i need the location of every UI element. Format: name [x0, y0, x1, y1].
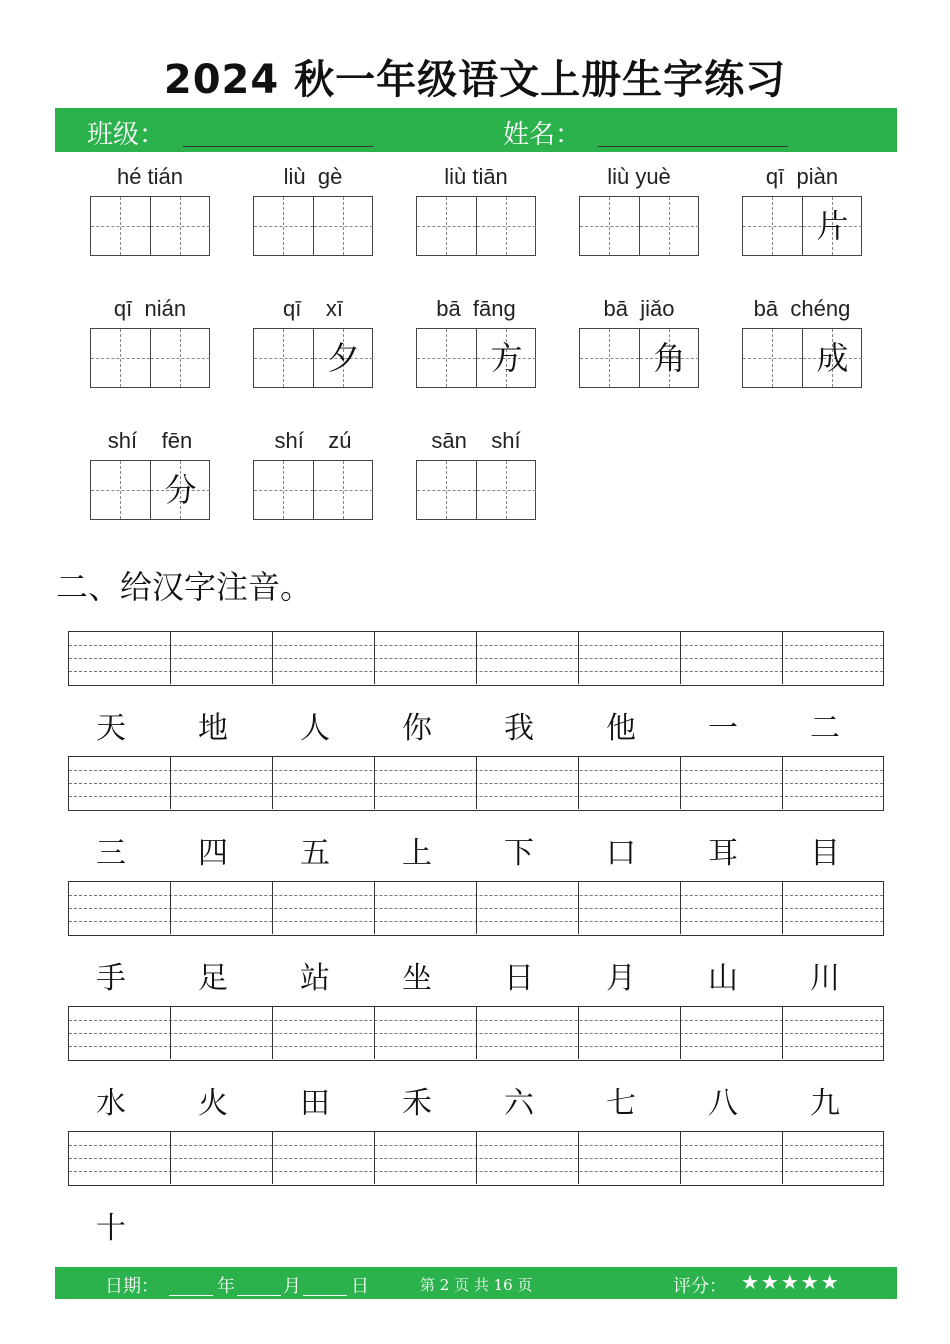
- writing-cell[interactable]: [639, 197, 699, 255]
- writing-cell[interactable]: [150, 329, 210, 387]
- tianzige-boxes: [416, 196, 536, 256]
- pinyin-cell[interactable]: [681, 632, 783, 684]
- word-pinyin: hé tián: [116, 164, 184, 189]
- pinyin-cell[interactable]: [579, 1132, 681, 1184]
- pinyin-cell[interactable]: [783, 757, 884, 809]
- pinyin-cell[interactable]: [375, 757, 477, 809]
- writing-cell[interactable]: [91, 197, 150, 255]
- hanzi-character: 一: [708, 711, 738, 746]
- pinyin-cell[interactable]: [69, 882, 171, 934]
- pinyin-cell[interactable]: [273, 882, 375, 934]
- pinyin-cell[interactable]: [783, 882, 884, 934]
- pinyin-cell[interactable]: [171, 882, 273, 934]
- pinyin-cell[interactable]: [477, 632, 579, 684]
- writing-cell[interactable]: [254, 329, 313, 387]
- pinyin-cell[interactable]: [783, 1132, 884, 1184]
- hanzi-character: 日: [504, 961, 534, 996]
- class-label: 班级：: [87, 120, 166, 150]
- pinyin-cell[interactable]: [477, 1007, 579, 1059]
- cell-character: 夕: [327, 339, 360, 377]
- cell-character: 片: [816, 207, 849, 245]
- pinyin-cell[interactable]: [273, 1007, 375, 1059]
- hanzi-character: 人: [300, 711, 330, 746]
- hanzi-character: 你: [402, 711, 432, 746]
- hanzi-character: 八: [708, 1086, 738, 1121]
- pinyin-cell[interactable]: [273, 632, 375, 684]
- character-row: [68, 1203, 884, 1253]
- pinyin-cell[interactable]: [783, 632, 884, 684]
- pinyin-cell[interactable]: [375, 632, 477, 684]
- pinyin-cell[interactable]: [171, 632, 273, 684]
- tianzige-boxes: [90, 460, 210, 520]
- hanzi-character: 耳: [708, 836, 738, 871]
- hanzi-character: 他: [606, 711, 636, 746]
- cell-character: 成: [816, 339, 849, 377]
- tianzige-boxes: [742, 196, 862, 256]
- word-pinyin: liù gè: [283, 164, 343, 189]
- tianzige-boxes: [416, 460, 536, 520]
- pinyin-cell[interactable]: [69, 1007, 171, 1059]
- word-pinyin: sān shí: [431, 428, 521, 453]
- hanzi-character: 四: [198, 836, 228, 871]
- cell-character: 角: [653, 339, 686, 377]
- cell-character: [254, 461, 313, 519]
- hanzi-character: 足: [198, 961, 228, 996]
- pinyin-cell[interactable]: [69, 1132, 171, 1184]
- writing-cell[interactable]: [150, 461, 210, 519]
- pinyin-cell[interactable]: [579, 757, 681, 809]
- word-pinyin: shí fēn: [107, 428, 193, 453]
- hanzi-character: 六: [504, 1086, 534, 1121]
- character-row: [68, 703, 884, 753]
- writing-cell[interactable]: [743, 329, 802, 387]
- word-pinyin: shí zú: [274, 428, 352, 453]
- writing-cell[interactable]: [639, 329, 699, 387]
- cell-character: [91, 461, 150, 519]
- pinyin-cell[interactable]: [171, 1132, 273, 1184]
- writing-cell[interactable]: [254, 197, 313, 255]
- hanzi-character: 下: [504, 836, 534, 871]
- word-pinyin: liù yuè: [607, 164, 671, 189]
- hanzi-character: 二: [810, 711, 840, 746]
- pinyin-cell[interactable]: [273, 757, 375, 809]
- writing-cell[interactable]: [150, 197, 210, 255]
- cell-character: [254, 329, 313, 387]
- pinyin-writing-row: [68, 1006, 884, 1061]
- writing-cell[interactable]: [313, 197, 373, 255]
- pinyin-writing-row: [68, 881, 884, 936]
- cell-character: [580, 329, 639, 387]
- writing-cell[interactable]: [254, 461, 313, 519]
- tianzige-boxes: [90, 196, 210, 256]
- pinyin-cell[interactable]: [681, 1132, 783, 1184]
- tianzige-boxes: [253, 196, 373, 256]
- writing-cell[interactable]: [417, 197, 476, 255]
- tianzige-boxes: [253, 328, 373, 388]
- tianzige-boxes: [416, 328, 536, 388]
- year-label: 年: [217, 1276, 235, 1297]
- writing-cell[interactable]: [743, 197, 802, 255]
- word-pinyin: qī xī: [283, 296, 343, 321]
- cell-character: [743, 197, 802, 255]
- hanzi-character: 地: [198, 711, 228, 746]
- cell-character: [417, 197, 476, 255]
- pinyin-cell[interactable]: [681, 1007, 783, 1059]
- day-label: 日: [351, 1276, 369, 1297]
- hanzi-character: 坐: [402, 961, 432, 996]
- score-stars: ★★★★★: [741, 1270, 841, 1294]
- word-practice-section: [0, 0, 950, 560]
- writing-cell[interactable]: [313, 461, 373, 519]
- hanzi-character: 目: [810, 836, 840, 871]
- pinyin-cell[interactable]: [579, 632, 681, 684]
- pinyin-cell[interactable]: [681, 882, 783, 934]
- hanzi-character: 三: [96, 836, 126, 871]
- cell-character: [151, 197, 210, 255]
- pinyin-cell[interactable]: [69, 757, 171, 809]
- pinyin-cell[interactable]: [477, 1132, 579, 1184]
- hanzi-character: 山: [708, 961, 738, 996]
- writing-cell[interactable]: [91, 329, 150, 387]
- pinyin-writing-row: [68, 631, 884, 686]
- tianzige-boxes: [579, 328, 699, 388]
- word-pinyin: liù tiān: [444, 164, 508, 189]
- writing-cell[interactable]: [91, 461, 150, 519]
- footer-bar: [55, 1267, 897, 1299]
- name-label: 姓名：: [503, 120, 582, 150]
- hanzi-character: 月: [606, 961, 636, 996]
- pinyin-cell[interactable]: [375, 882, 477, 934]
- pinyin-writing-row: [68, 756, 884, 811]
- cell-character: [477, 197, 536, 255]
- cell-character: [477, 461, 536, 519]
- pinyin-cell[interactable]: [579, 882, 681, 934]
- hanzi-character: 七: [606, 1086, 636, 1121]
- writing-cell[interactable]: [417, 461, 476, 519]
- hanzi-character: 我: [504, 711, 534, 746]
- hanzi-character: 川: [810, 961, 840, 996]
- hanzi-character: 站: [300, 961, 330, 996]
- hanzi-character: 天: [96, 711, 126, 746]
- cell-character: [640, 197, 699, 255]
- cell-character: [151, 329, 210, 387]
- pinyin-cell[interactable]: [477, 882, 579, 934]
- pinyin-cell[interactable]: [579, 1007, 681, 1059]
- year-field[interactable]: [169, 1295, 213, 1296]
- pinyin-cell[interactable]: [375, 1007, 477, 1059]
- word-pinyin: bā chéng: [753, 296, 851, 321]
- writing-cell[interactable]: [802, 329, 862, 387]
- writing-cell[interactable]: [476, 461, 536, 519]
- writing-cell[interactable]: [313, 329, 373, 387]
- cell-character: [417, 461, 476, 519]
- page-title: 2024 秋一年级语文上册生字练习: [163, 57, 787, 103]
- month-field[interactable]: [237, 1295, 281, 1296]
- writing-cell[interactable]: [476, 197, 536, 255]
- word-pinyin: bā jiǎo: [603, 296, 675, 321]
- pinyin-cell[interactable]: [477, 757, 579, 809]
- hanzi-character: 火: [198, 1086, 228, 1121]
- month-label: 月: [283, 1276, 301, 1297]
- cell-character: [417, 329, 476, 387]
- tianzige-boxes: [579, 196, 699, 256]
- hanzi-character: 水: [96, 1086, 126, 1121]
- hanzi-character: 田: [300, 1086, 330, 1121]
- character-row: [68, 1078, 884, 1128]
- hanzi-character: 五: [300, 836, 330, 871]
- writing-cell[interactable]: [417, 329, 476, 387]
- word-pinyin: bā fāng: [436, 296, 516, 321]
- cell-character: [91, 197, 150, 255]
- cell-character: [91, 329, 150, 387]
- cell-character: 方: [490, 339, 523, 377]
- tianzige-boxes: [742, 328, 862, 388]
- cell-character: [580, 197, 639, 255]
- hanzi-character: 十: [96, 1211, 126, 1246]
- hanzi-character: 九: [810, 1086, 840, 1121]
- pinyin-cell[interactable]: [69, 632, 171, 684]
- word-pinyin: qī nián: [113, 296, 187, 321]
- writing-cell[interactable]: [580, 197, 639, 255]
- writing-cell[interactable]: [580, 329, 639, 387]
- tianzige-boxes: [90, 328, 210, 388]
- page-info: 第 2 页 共 16 页: [420, 1276, 533, 1294]
- cell-character: [743, 329, 802, 387]
- section2-title: 二、给汉字注音。: [56, 568, 313, 606]
- character-row: [68, 828, 884, 878]
- hanzi-character: 口: [606, 836, 636, 871]
- pinyin-cell[interactable]: [171, 757, 273, 809]
- hanzi-character: 手: [96, 961, 126, 996]
- pinyin-cell[interactable]: [273, 1132, 375, 1184]
- cell-character: 分: [164, 471, 197, 509]
- tianzige-boxes: [253, 460, 373, 520]
- writing-cell[interactable]: [476, 329, 536, 387]
- hanzi-character: 禾: [402, 1086, 432, 1121]
- character-row: [68, 953, 884, 1003]
- date-label: 日期：: [105, 1276, 159, 1297]
- pinyin-cell[interactable]: [375, 1132, 477, 1184]
- cell-character: [314, 461, 373, 519]
- pinyin-cell[interactable]: [171, 1007, 273, 1059]
- hanzi-character: 上: [402, 836, 432, 871]
- day-field[interactable]: [303, 1295, 347, 1296]
- pinyin-cell[interactable]: [681, 757, 783, 809]
- word-pinyin: qī piàn: [765, 164, 839, 189]
- cell-character: [254, 197, 313, 255]
- score-label: 评分：: [673, 1276, 727, 1297]
- pinyin-cell[interactable]: [783, 1007, 884, 1059]
- cell-character: [314, 197, 373, 255]
- pinyin-writing-row: [68, 1131, 884, 1186]
- writing-cell[interactable]: [802, 197, 862, 255]
